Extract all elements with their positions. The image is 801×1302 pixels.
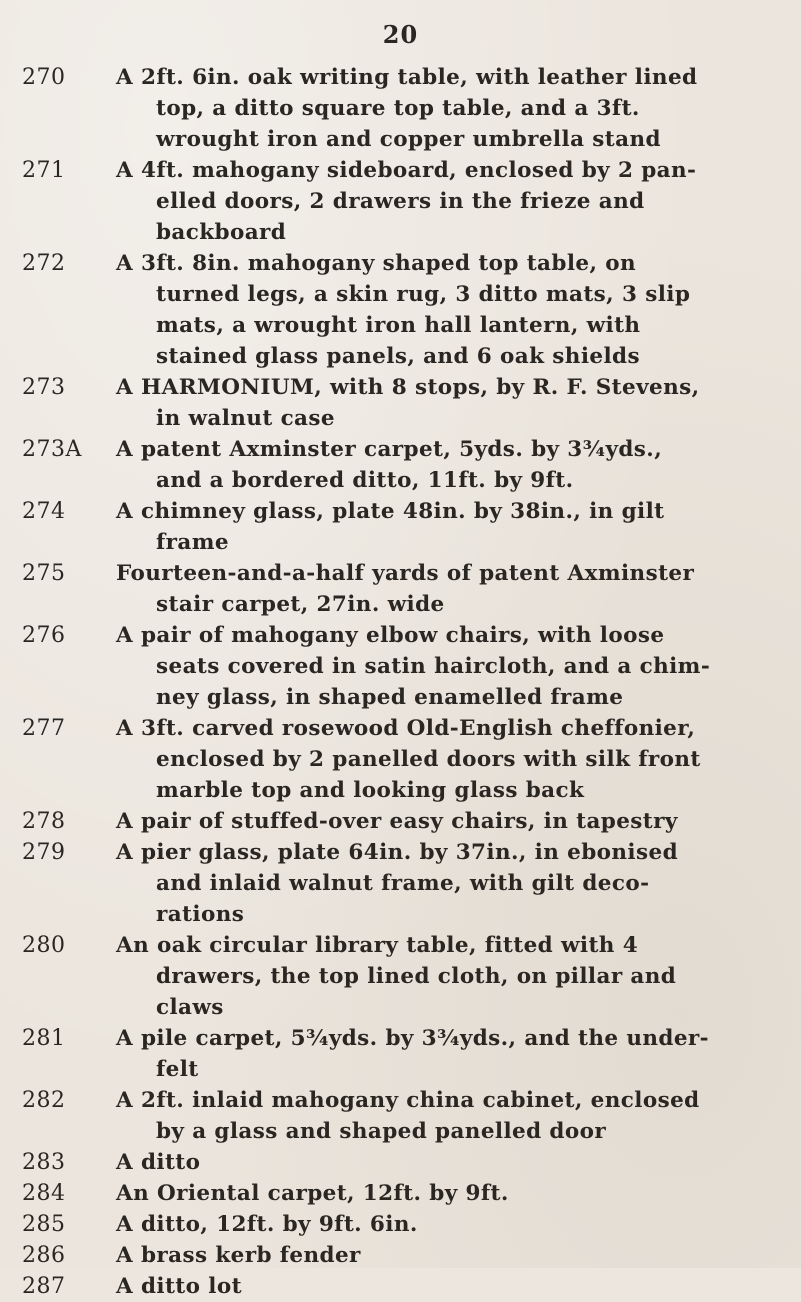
- lot-line-first: A chimney glass, plate 48in. by 38in., in gilt: [116, 499, 665, 524]
- lot-entry: [0, 62, 801, 155]
- lot-list: [0, 62, 801, 1302]
- lot-entry: [0, 1147, 801, 1178]
- lot-line-first: A brass kerb fender: [116, 1243, 361, 1268]
- lot-line-continuation: backboard: [156, 220, 287, 245]
- lot-line-continuation: and inlaid walnut frame, with gilt deco-: [156, 871, 650, 896]
- lot-line-first: A 4ft. mahogany sideboard, enclosed by 2 pan-: [116, 158, 697, 183]
- lot-line-first: A HARMONIUM, with 8 stops, by R. F. Stevens,: [116, 375, 700, 400]
- lot-description: [116, 837, 801, 930]
- lot-number: 273: [22, 375, 66, 400]
- lot-line-first: A pile carpet, 5¾yds. by 3¾yds., and the under-: [116, 1026, 709, 1051]
- lot-line-continuation: stair carpet, 27in. wide: [156, 592, 445, 617]
- lot-entry: [0, 1209, 801, 1240]
- lot-line-continuation: stained glass panels, and 6 oak shields: [156, 344, 640, 369]
- lot-description: [116, 62, 801, 155]
- lot-number: 272: [22, 251, 66, 276]
- lot-line-first: A pair of mahogany elbow chairs, with loose: [116, 623, 665, 648]
- lot-description: [116, 1271, 801, 1302]
- lot-number: 278: [22, 809, 66, 834]
- lot-line-continuation: frame: [156, 530, 229, 555]
- lot-number: 286: [22, 1243, 66, 1268]
- lot-entry: [0, 713, 801, 806]
- lot-line-continuation: seats covered in satin haircloth, and a chim-: [156, 654, 711, 679]
- lot-description: [116, 1240, 801, 1271]
- lot-entry: [0, 1023, 801, 1085]
- lot-line-first: Fourteen-and-a-half yards of patent Axminster: [116, 561, 695, 586]
- lot-line-first: A 3ft. 8in. mahogany shaped top table, on: [116, 251, 637, 276]
- lot-number: 285: [22, 1212, 66, 1237]
- lot-number: 287: [22, 1274, 66, 1299]
- lot-line-first: A ditto lot: [116, 1274, 242, 1299]
- lot-description: [116, 496, 801, 558]
- page-number: 20: [382, 20, 419, 49]
- lot-line-continuation: turned legs, a skin rug, 3 ditto mats, 3 slip: [156, 282, 691, 307]
- lot-description: [116, 248, 801, 372]
- lot-number: 270: [22, 65, 66, 90]
- lot-number: 274: [22, 499, 66, 524]
- lot-line-continuation: claws: [156, 995, 224, 1020]
- lot-entry: [0, 1271, 801, 1302]
- lot-line-continuation: felt: [156, 1057, 199, 1082]
- lot-line-first: A 3ft. carved rosewood Old-English cheffonier,: [116, 716, 696, 741]
- lot-entry: [0, 248, 801, 372]
- lot-entry: [0, 930, 801, 1023]
- lot-line-continuation: marble top and looking glass back: [156, 778, 585, 803]
- lot-description: [116, 372, 801, 434]
- lot-entry: [0, 806, 801, 837]
- lot-line-first: An Oriental carpet, 12ft. by 9ft.: [116, 1181, 509, 1206]
- lot-entry: [0, 1178, 801, 1209]
- lot-line-continuation: rations: [156, 902, 245, 927]
- lot-entry: [0, 1085, 801, 1147]
- lot-line-first: A 2ft. inlaid mahogany china cabinet, enclosed: [116, 1088, 700, 1113]
- lot-line-continuation: ney glass, in shaped enamelled frame: [156, 685, 624, 710]
- lot-entry: [0, 1240, 801, 1271]
- lot-description: [116, 155, 801, 248]
- lot-description: [116, 558, 801, 620]
- lot-line-continuation: mats, a wrought iron hall lantern, with: [156, 313, 641, 338]
- lot-number: 273A: [22, 437, 82, 462]
- lot-entry: [0, 496, 801, 558]
- lot-line-continuation: enclosed by 2 panelled doors with silk front: [156, 747, 701, 772]
- lot-number: 279: [22, 840, 66, 865]
- lot-line-continuation: wrought iron and copper umbrella stand: [156, 127, 661, 152]
- lot-line-first: A ditto: [116, 1150, 201, 1175]
- lot-description: [116, 1209, 801, 1240]
- lot-line-continuation: by a glass and shaped panelled door: [156, 1119, 607, 1144]
- lot-description: [116, 713, 801, 806]
- lot-description: [116, 930, 801, 1023]
- lot-entry: [0, 620, 801, 713]
- lot-entry: [0, 372, 801, 434]
- lot-line-first: A pier glass, plate 64in. by 37in., in ebonised: [116, 840, 679, 865]
- lot-line-first: An oak circular library table, fitted with 4: [116, 933, 639, 958]
- lot-number: 282: [22, 1088, 66, 1113]
- lot-number: 271: [22, 158, 66, 183]
- lot-entry: [0, 155, 801, 248]
- lot-description: [116, 1085, 801, 1147]
- lot-number: 276: [22, 623, 66, 648]
- lot-line-first: A patent Axminster carpet, 5yds. by 3¾yds.,: [116, 437, 663, 462]
- lot-description: [116, 806, 801, 837]
- lot-line-continuation: drawers, the top lined cloth, on pillar and: [156, 964, 677, 989]
- lot-line-continuation: and a bordered ditto, 11ft. by 9ft.: [156, 468, 574, 493]
- lot-number: 281: [22, 1026, 66, 1051]
- lot-line-continuation: elled doors, 2 drawers in the frieze and: [156, 189, 645, 214]
- lot-number: 277: [22, 716, 66, 741]
- lot-line-first: A pair of stuffed-over easy chairs, in tapestry: [116, 809, 678, 834]
- lot-number: 280: [22, 933, 66, 958]
- lot-entry: [0, 434, 801, 496]
- lot-description: [116, 1023, 801, 1085]
- lot-description: [116, 1147, 801, 1178]
- lot-line-first: A 2ft. 6in. oak writing table, with leather lined: [116, 65, 698, 90]
- lot-line-continuation: in walnut case: [156, 406, 335, 431]
- lot-description: [116, 434, 801, 496]
- lot-description: [116, 620, 801, 713]
- lot-line-continuation: top, a ditto square top table, and a 3ft.: [156, 96, 640, 121]
- lot-entry: [0, 837, 801, 930]
- lot-line-first: A ditto, 12ft. by 9ft. 6in.: [116, 1212, 418, 1237]
- lot-number: 284: [22, 1181, 66, 1206]
- lot-entry: [0, 558, 801, 620]
- lot-number: 275: [22, 561, 66, 586]
- lot-number: 283: [22, 1150, 66, 1175]
- lot-description: [116, 1178, 801, 1209]
